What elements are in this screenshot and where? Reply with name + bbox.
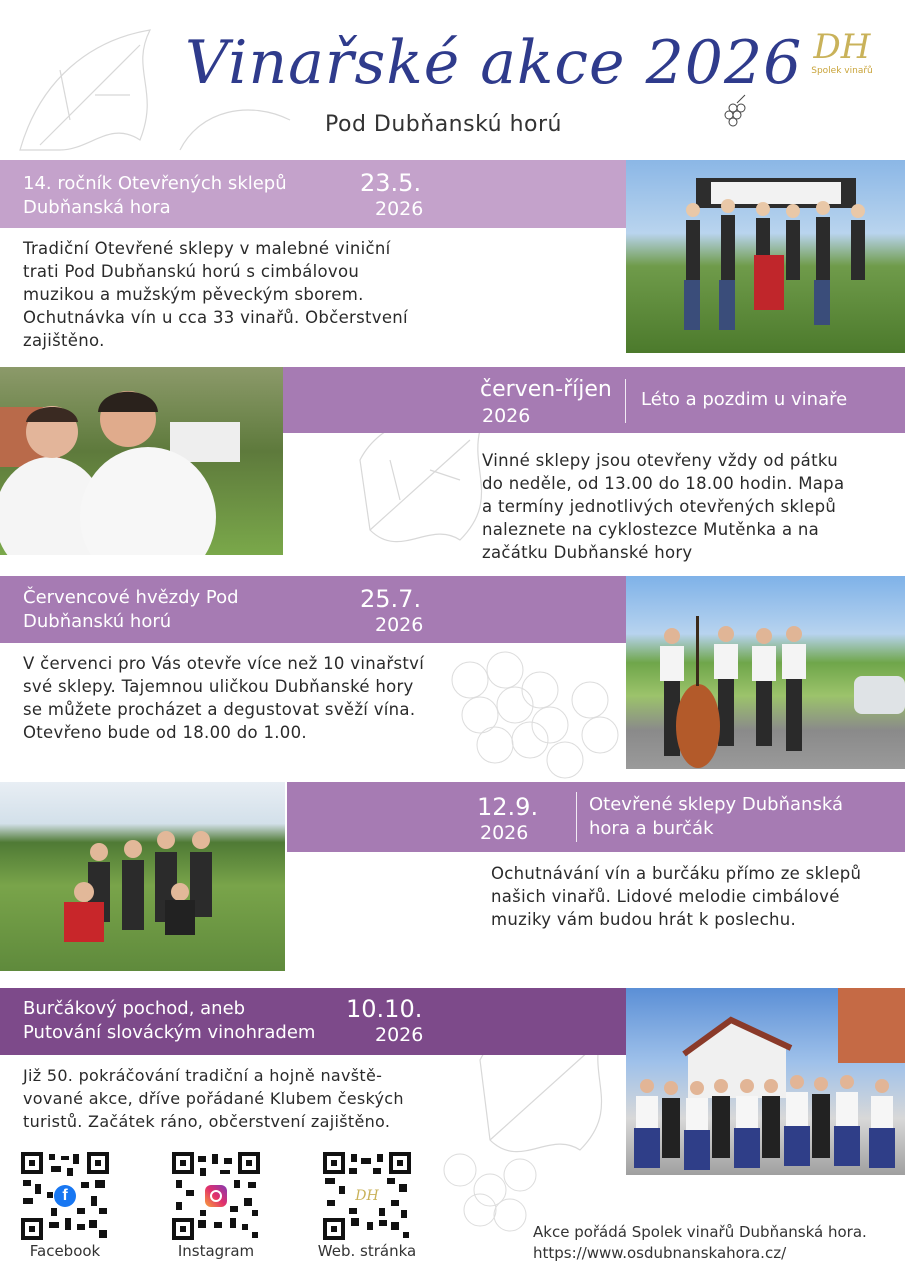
dh-logo-icon: DH bbox=[353, 1185, 381, 1207]
event-5-year: 2026 bbox=[375, 1024, 424, 1046]
event-2-year: 2026 bbox=[482, 405, 531, 427]
event-1-desc-line: Ochutnávka vín u cca 33 vinařů. Občerstvení bbox=[23, 308, 408, 327]
event-2-desc-line: Vinné sklepy jsou otevřeny vždy od pátku bbox=[482, 451, 838, 470]
logo-mark: DH bbox=[813, 27, 871, 67]
event-5-name-line1: Burčákový pochod, aneb bbox=[23, 998, 246, 1019]
event-band-3 bbox=[0, 576, 626, 643]
event-1-description bbox=[23, 237, 423, 352]
event-3-name-line2: Dubňanskú horú bbox=[23, 611, 172, 632]
event-3-name-line1: Červencové hvězdy Pod bbox=[23, 587, 239, 608]
event-1-photo bbox=[626, 160, 905, 353]
event-3-description bbox=[23, 652, 443, 744]
footer bbox=[533, 1222, 867, 1264]
event-1-desc-line: Tradiční Otevřené sklepy v malebné viniční bbox=[23, 239, 391, 258]
event-5-date: 10.10. bbox=[346, 995, 423, 1023]
event-4-date: 12.9. bbox=[477, 793, 539, 821]
event-4-name-line1: Otevřené sklepy Dubňanská bbox=[589, 794, 843, 815]
event-4-separator bbox=[576, 792, 577, 842]
event-band-1 bbox=[0, 160, 626, 228]
page-title: Vinařské akce 2026 bbox=[185, 28, 803, 98]
event-3-desc-line: V červenci pro Vás otevře více než 10 vinařství bbox=[23, 654, 425, 673]
qr-code-instagram[interactable] bbox=[172, 1152, 260, 1240]
event-1-name-line2: Dubňanská hora bbox=[23, 197, 171, 218]
event-2-desc-line: naleznete na cyklostezce Mutěnka a na bbox=[482, 520, 820, 539]
qr-code-website[interactable] bbox=[323, 1152, 411, 1240]
event-3-year: 2026 bbox=[375, 614, 424, 636]
facebook-icon: f bbox=[54, 1185, 76, 1207]
event-2-photo bbox=[0, 367, 283, 555]
event-4-description bbox=[491, 862, 891, 931]
event-3-date: 25.7. bbox=[360, 585, 422, 613]
event-2-date: červen-říjen bbox=[480, 377, 612, 402]
event-band-5 bbox=[0, 988, 626, 1055]
event-1-desc-line: muzikou a mužským pěveckým sborem. bbox=[23, 285, 364, 304]
page-subtitle: Pod Dubňanskú horú bbox=[325, 112, 562, 137]
event-4-photo bbox=[0, 782, 285, 971]
event-5-desc-line: vované akce, dříve pořádané Klubem českých bbox=[23, 1089, 404, 1108]
footer-url[interactable]: https://www.osdubnanskahora.cz/ bbox=[533, 1244, 787, 1262]
event-4-desc-line: muziky vám budou hrát k poslechu. bbox=[491, 910, 797, 929]
event-4-year: 2026 bbox=[480, 822, 529, 844]
event-1-year: 2026 bbox=[375, 198, 424, 220]
spolek-logo bbox=[797, 28, 887, 84]
event-2-description bbox=[482, 449, 882, 564]
footer-organizer: Akce pořádá Spolek vinařů Dubňanská hora. bbox=[533, 1223, 867, 1241]
event-4-desc-line: Ochutnávání vín a burčáku přímo ze sklepů bbox=[491, 864, 862, 883]
qr-label-website: Web. stránka bbox=[317, 1242, 417, 1260]
event-1-desc-line: trati Pod Dubňanskú horú s cimbálovou bbox=[23, 262, 360, 281]
event-3-desc-line: Otevřeno bude od 18.00 do 1.00. bbox=[23, 723, 307, 742]
event-2-separator bbox=[625, 379, 626, 423]
qr-label-instagram: Instagram bbox=[177, 1242, 255, 1260]
event-3-desc-line: se můžete procházet a degustovat svěží vína. bbox=[23, 700, 416, 719]
event-2-desc-line: začátku Dubňanské hory bbox=[482, 543, 693, 562]
event-5-desc-line: Již 50. pokráčování tradiční a hojně navště- bbox=[23, 1066, 383, 1085]
event-5-desc-line: turistů. Začátek ráno, občerstvení zajištěno. bbox=[23, 1112, 391, 1131]
instagram-icon bbox=[205, 1185, 227, 1207]
event-5-photo bbox=[626, 988, 905, 1175]
event-2-name: Léto a pozdim u vinaře bbox=[641, 389, 848, 410]
event-4-name-line2: hora a burčák bbox=[589, 818, 714, 839]
event-2-desc-line: a termíny jednotlivých otevřených sklepů bbox=[482, 497, 837, 516]
event-band-2 bbox=[283, 367, 905, 433]
event-3-desc-line: své sklepy. Tajemnou uličkou Dubňanské hory bbox=[23, 677, 414, 696]
event-1-desc-line: zajištěno. bbox=[23, 331, 105, 350]
event-1-name-line1: 14. ročník Otevřených sklepů bbox=[23, 173, 287, 194]
event-1-date: 23.5. bbox=[360, 169, 422, 197]
event-3-photo bbox=[626, 576, 905, 769]
event-5-name-line2: Putování slováckým vinohradem bbox=[23, 1022, 316, 1043]
event-2-desc-line: do neděle, od 13.00 do 18.00 hodin. Mapa bbox=[482, 474, 845, 493]
event-band-4 bbox=[287, 782, 905, 852]
qr-label-facebook: Facebook bbox=[29, 1242, 101, 1260]
event-4-desc-line: našich vinařů. Lidové melodie cimbálové bbox=[491, 887, 840, 906]
qr-code-facebook[interactable] bbox=[21, 1152, 109, 1240]
logo-tagline: Spolek vinařů bbox=[811, 66, 873, 76]
event-5-description bbox=[23, 1064, 443, 1133]
